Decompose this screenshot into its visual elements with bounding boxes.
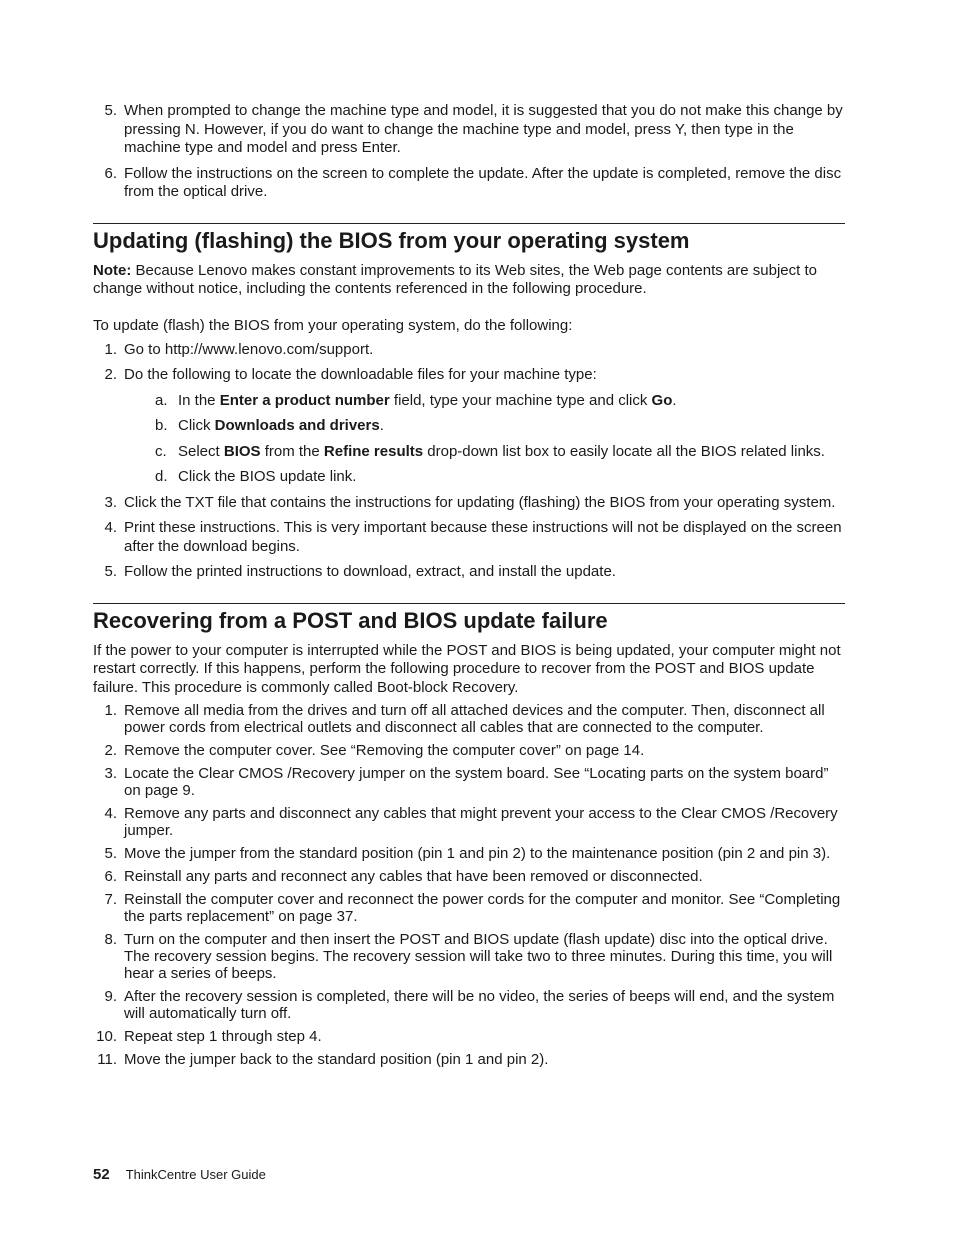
list-item: 11. Move the jumper back to the standard position (pin 1 and pin 2). bbox=[97, 1051, 549, 1068]
list-item: 8. Turn on the computer and then insert the POST and BIOS update (flash update) disc into the optical drive. The recovery session begins. The recovery session will take two to three minutes. During this time, you will hear a series of beeps. bbox=[104, 931, 833, 982]
list-item: 3. Locate the Clear CMOS /Recovery jumper on the system board. See “Locating parts on the system board” on page 9. bbox=[104, 765, 829, 799]
list-item: 2. Remove the computer cover. See “Removing the computer cover” on page 14. bbox=[104, 742, 645, 759]
section-heading: Updating (flashing) the BIOS from your operating system bbox=[93, 227, 690, 253]
sub-list-item: d. Click the BIOS update link. bbox=[155, 468, 357, 485]
sub-list-item: b. Click Downloads and drivers. bbox=[155, 417, 384, 434]
list-item: 3. Click the TXT file that contains the instructions for updating (flashing) the BIOS from your operating system. bbox=[104, 493, 836, 511]
section-update-bios-from-os bbox=[93, 223, 845, 582]
list-item: 7. Reinstall the computer cover and reconnect the power cords for the computer and monitor. See “Completing the parts replacement” on page 37. bbox=[104, 891, 841, 925]
list-item: 4. Remove any parts and disconnect any cables that might prevent your access to the Clear CMOS /Recovery jumper. bbox=[104, 805, 838, 839]
page-footer bbox=[93, 1166, 266, 1183]
list-item: 2. Do the following to locate the downloadable files for your machine type: a. In the Enter a product number field, type your machine type and click Go. b. Click Downloads and drivers. c. Select BIOS from the Refine results drop-down list box to easily locate all the BIOS related links. d. Click the BIOS update link. bbox=[93, 366, 845, 487]
document-page bbox=[93, 102, 845, 1074]
sub-list-item: a. In the Enter a product number field, type your machine type and click Go. bbox=[155, 391, 677, 409]
substeps-list bbox=[124, 392, 845, 487]
list-item: 5. When prompted to change the machine type and model, it is suggested that you do not make this change by pressing N. However, if you do want to change the machine type and model, press Y, then type in the machine type and model and press Enter. bbox=[104, 102, 843, 156]
page-number: 52 bbox=[93, 1166, 110, 1183]
sub-list-item: c. Select BIOS from the Refine results drop-down list box to easily locate all the BIOS related links. bbox=[155, 442, 825, 460]
continued-steps-list bbox=[93, 102, 845, 202]
list-item: 4. Print these instructions. This is very important because these instructions will not be displayed on the screen after the download begins. bbox=[104, 519, 842, 555]
section-recovery bbox=[93, 603, 845, 1069]
list-item: 5. Move the jumper from the standard position (pin 1 and pin 2) to the maintenance position (pin 2 and pin 3). bbox=[104, 845, 831, 862]
list-item: 1. Go to http://www.lenovo.com/support. bbox=[104, 340, 374, 358]
list-item: 10. Repeat step 1 through step 4. bbox=[96, 1028, 322, 1045]
guide-title: ThinkCentre User Guide bbox=[125, 1167, 266, 1182]
recovery-steps-list bbox=[93, 702, 845, 1068]
list-item: 5. Follow the printed instructions to download, extract, and install the update. bbox=[104, 563, 616, 580]
steps-list bbox=[93, 341, 845, 582]
section-heading: Recovering from a POST and BIOS update failure bbox=[93, 607, 608, 633]
note-label: Note: bbox=[93, 261, 132, 279]
intro-paragraph: If the power to your computer is interrupted while the POST and BIOS is being updated, your computer might not restart correctly. If this happens, perform the following procedure to recover from the POST and BIOS update failure. This procedure is commonly called Boot-block Recovery. bbox=[93, 641, 841, 696]
intro-paragraph: To update (flash) the BIOS from your operating system, do the following: bbox=[93, 316, 573, 334]
list-item: 1. Remove all media from the drives and turn off all attached devices and the computer. Then, disconnect all power cords from electrical outlets and disconnect all cables that are connected to the computer. bbox=[104, 702, 825, 736]
note-paragraph: Note: Because Lenovo makes constant improvements to its Web sites, the Web page contents are subject to change without notice, including the contents referenced in the following procedure. bbox=[93, 261, 817, 297]
list-item: 9. After the recovery session is completed, there will be no video, the series of beeps will end, and the system will automatically turn off. bbox=[104, 988, 835, 1022]
list-item: 6. Follow the instructions on the screen to complete the update. After the update is completed, remove the disc from the optical drive. bbox=[104, 164, 842, 200]
list-item: 6. Reinstall any parts and reconnect any cables that have been removed or disconnected. bbox=[104, 868, 703, 885]
